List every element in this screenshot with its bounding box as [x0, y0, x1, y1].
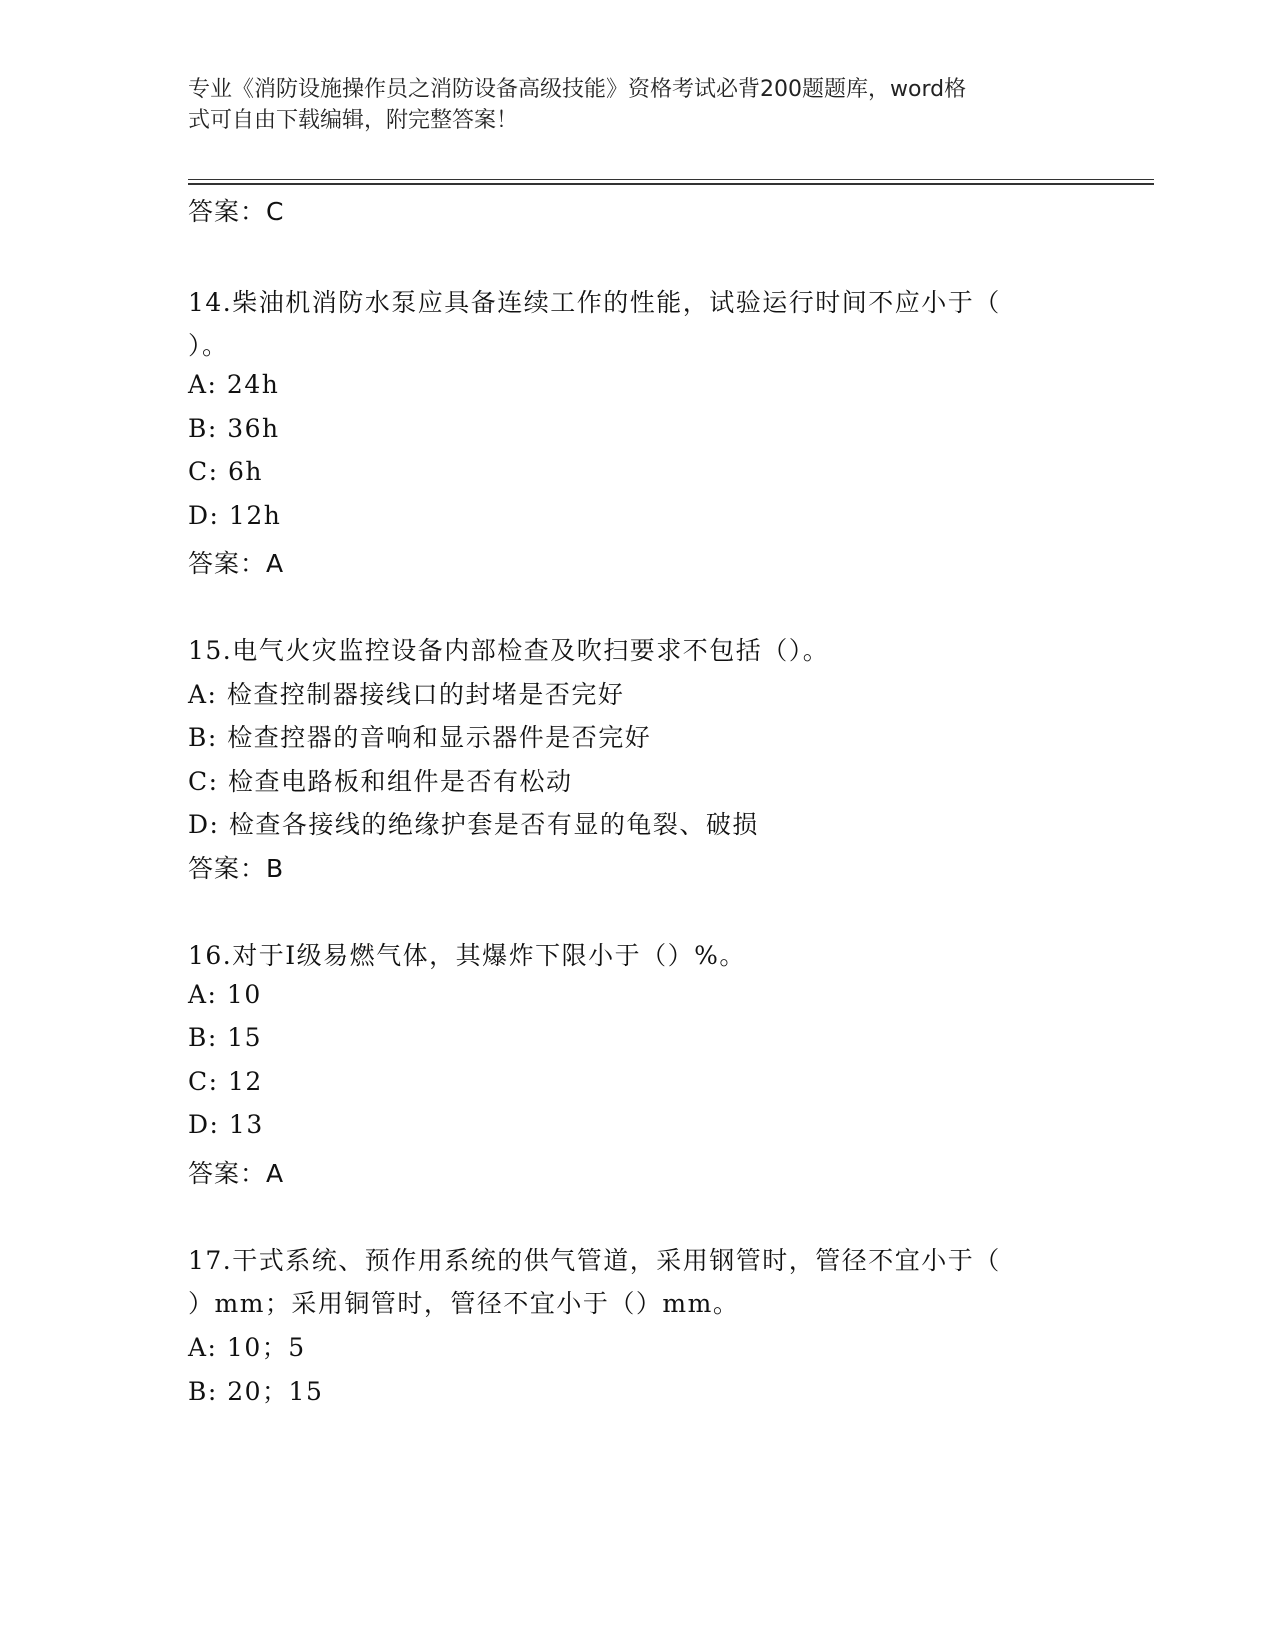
q14-option-b: B: 36h	[188, 414, 280, 443]
header-line-2: 式可自由下载编辑，附完整答案！	[188, 108, 519, 133]
q16-option-b: B: 15	[188, 1023, 263, 1052]
q14-option-c: C: 6h	[188, 457, 264, 486]
answer-q15: 答案：B	[188, 854, 285, 883]
document-header	[188, 74, 1088, 136]
q14-option-a: A: 24h	[188, 370, 280, 399]
q15-option-d: D: 检查各接线的绝缘护套是否有显的龟裂、破损	[188, 810, 759, 839]
q15-option-c: C: 检查电路板和组件是否有松动	[188, 767, 573, 796]
question-17-stem: 17.干式系统、预作用系统的供气管道，采用钢管时，管径不宜小于（	[188, 1246, 1001, 1275]
q16-option-c: C: 12	[188, 1067, 263, 1096]
answer-q13: 答案：C	[188, 197, 285, 226]
answer-q14: 答案：A	[188, 549, 285, 578]
question-14-stem-cont: ）。	[188, 331, 229, 360]
q16-option-a: A: 10	[188, 980, 262, 1009]
header-divider-thin	[188, 179, 1154, 180]
q16-option-d: D: 13	[188, 1110, 264, 1139]
question-16-stem: 16.对于Ⅰ级易燃气体，其爆炸下限小于（）%。	[188, 941, 746, 970]
header-divider-thick	[188, 183, 1154, 185]
question-17-stem-cont: ）mm；采用铜管时，管径不宜小于（）mm。	[188, 1289, 740, 1318]
header-line-1: 专业《消防设施操作员之消防设备高级技能》资格考试必背200题题库，word格	[188, 77, 967, 102]
question-14-stem: 14.柴油机消防水泵应具备连续工作的性能，试验运行时间不应小于（	[188, 288, 1001, 317]
q15-option-b: B: 检查控器的音响和显示器件是否完好	[188, 723, 652, 752]
answer-q16: 答案：A	[188, 1159, 285, 1188]
q17-option-a: A: 10；5	[188, 1333, 306, 1362]
question-15-stem: 15.电气火灾监控设备内部检查及吹扫要求不包括（）。	[188, 636, 830, 665]
q14-option-d: D: 12h	[188, 501, 282, 530]
q17-option-b: B: 20；15	[188, 1377, 324, 1406]
q15-option-a: A: 检查控制器接线口的封堵是否完好	[188, 680, 625, 709]
